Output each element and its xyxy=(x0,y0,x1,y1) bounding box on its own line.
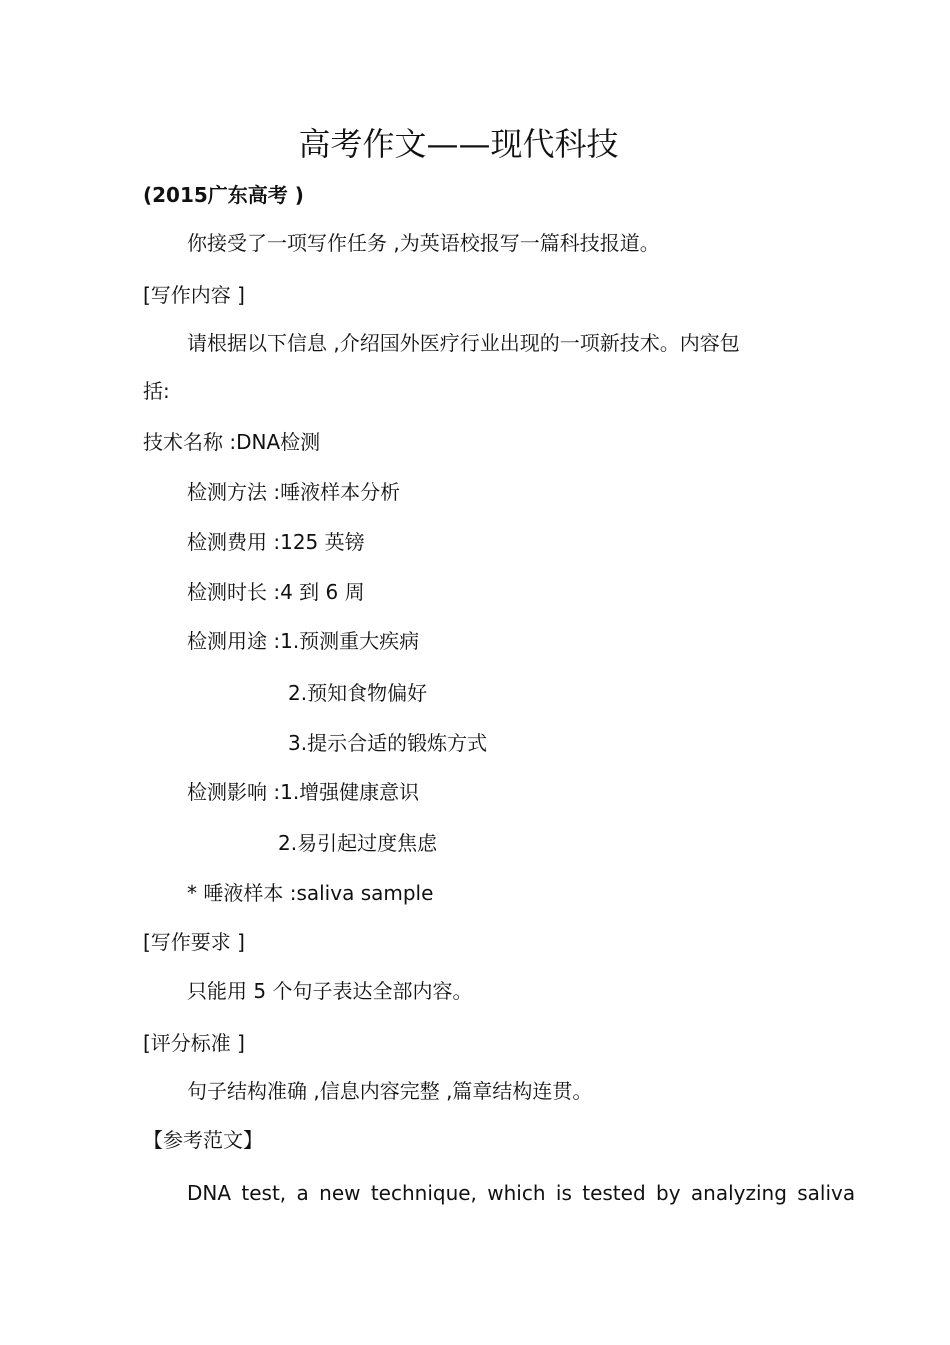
instruction-line-1: 请根据以下信息 ,介绍国外医疗行业出现的一项新技术。内容包 xyxy=(187,331,740,355)
test-use-2: 2.预知食物偏好 xyxy=(288,681,428,705)
test-impact-2: 2.易引起过度焦虑 xyxy=(278,831,438,855)
source-label: (2015广东高考 ) xyxy=(143,183,304,207)
document-title: 高考作文——现代科技 xyxy=(298,125,619,163)
test-duration: 检测时长 :4 到 6 周 xyxy=(187,580,365,604)
requirement-text: 只能用 5 个句子表达全部内容。 xyxy=(187,979,473,1003)
test-use-1: 检测用途 :1.预测重大疾病 xyxy=(187,629,420,653)
criteria-heading: [评分标准 ] xyxy=(143,1031,245,1055)
test-use-3: 3.提示合适的锻炼方式 xyxy=(288,731,488,755)
test-cost: 检测费用 :125 英镑 xyxy=(187,530,365,554)
test-impact-1: 检测影响 :1.增强健康意识 xyxy=(187,780,420,804)
instruction-line-2: 括: xyxy=(143,379,170,403)
tech-name: 技术名称 :DNA检测 xyxy=(143,430,321,454)
requirement-heading: [写作要求 ] xyxy=(143,930,245,954)
sample-heading: 【参考范文】 xyxy=(143,1128,263,1152)
intro-paragraph: 你接受了一项写作任务 ,为英语校报写一篇科技报道。 xyxy=(187,231,660,255)
test-method: 检测方法 :唾液样本分析 xyxy=(187,480,401,504)
sample-essay-line-1: DNA test, a new technique, which is tested by analyzing saliva xyxy=(187,1181,856,1205)
content-heading: [写作内容 ] xyxy=(143,283,245,307)
vocabulary-note: * 唾液样本 :saliva sample xyxy=(187,881,434,905)
criteria-text: 句子结构准确 ,信息内容完整 ,篇章结构连贯。 xyxy=(187,1079,593,1103)
